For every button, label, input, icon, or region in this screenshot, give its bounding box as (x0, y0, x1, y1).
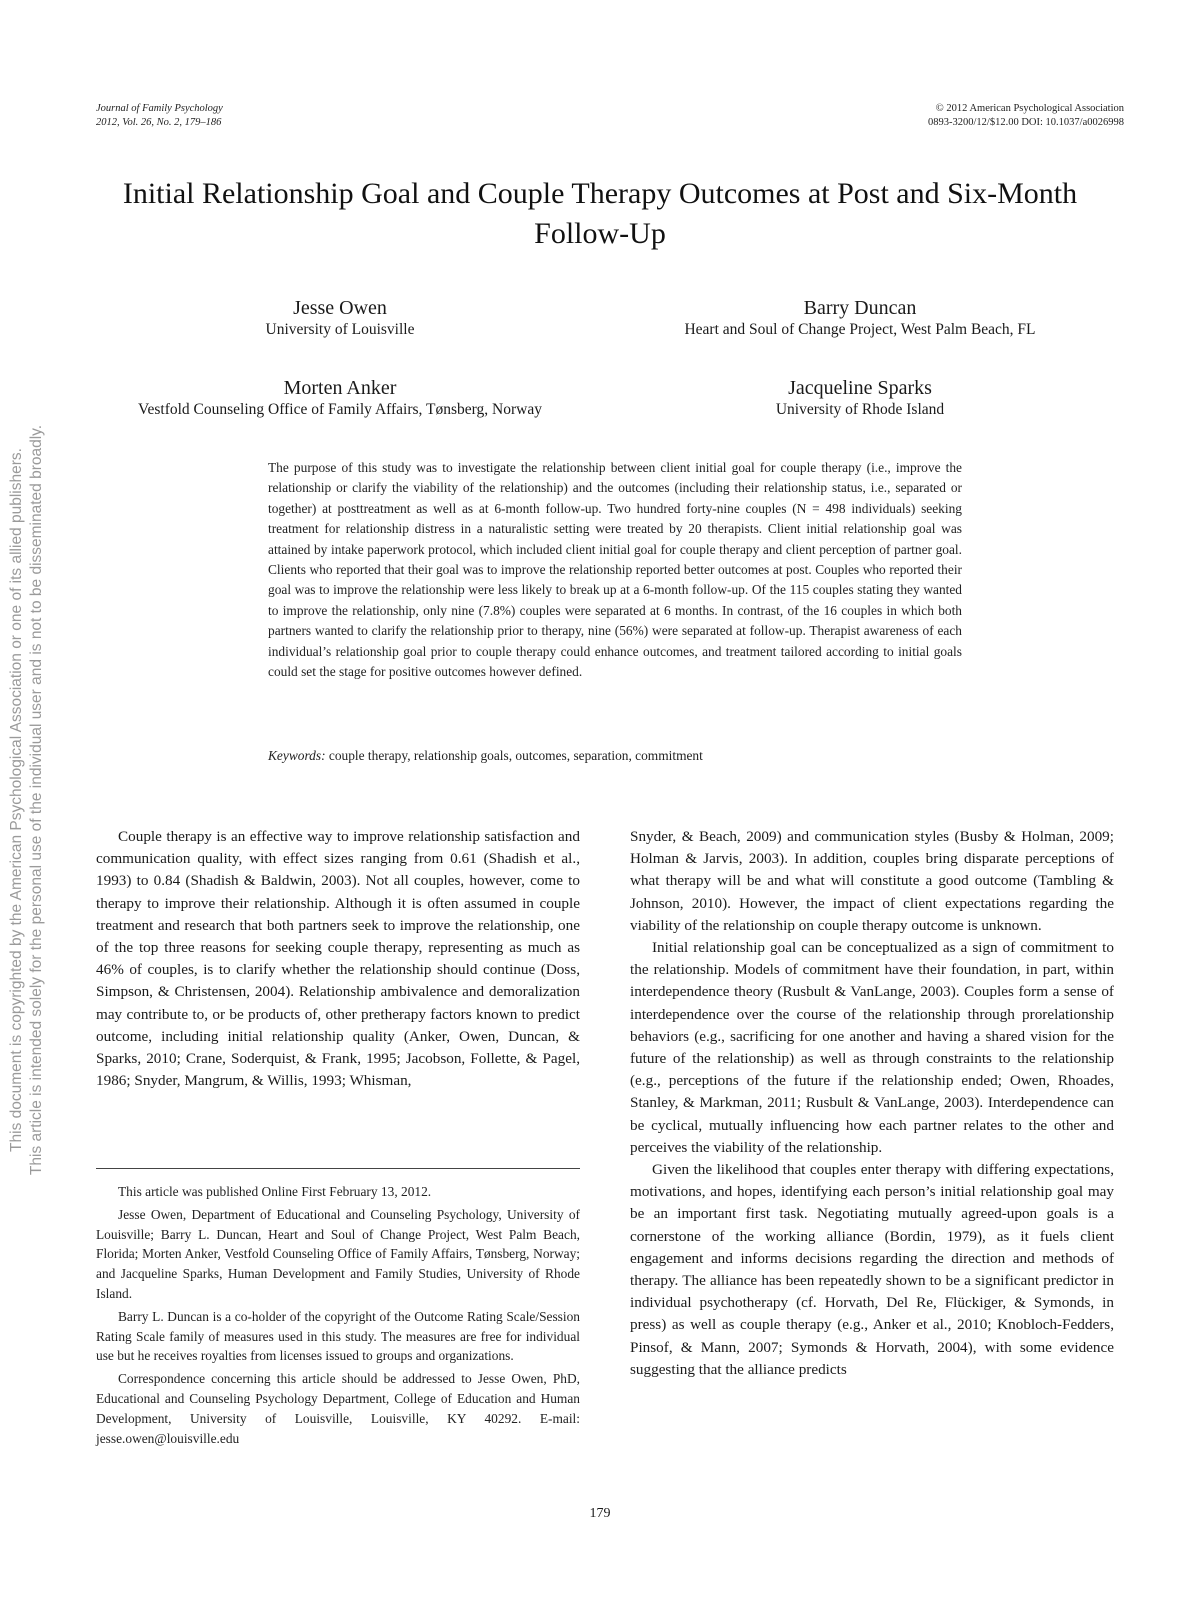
footnotes (96, 1182, 580, 1451)
copyright-line: © 2012 American Psychological Association (935, 103, 1124, 114)
footnote: Jesse Owen, Department of Educational and Counseling Psychology, University of Louisville; Barry L. Duncan, Heart and Soul of Change Project, West Palm Beach, Florida; Morten Anker, Vestfold Counseling Office of Family Affairs, Tønsberg, Norway; and Jacqueline Sparks, Human Development and Family Studies, University of Rhode Island. (96, 1206, 580, 1301)
author-name: Morten Anker (283, 377, 397, 399)
footnote: Correspondence concerning this article should be addressed to Jesse Owen, PhD, Educational and Counseling Psychology Department, College of Education and Human Development, University of Louisville, Louisville, KY 40292. E-mail: jesse.owen@louisville.edu (96, 1371, 580, 1446)
author-name: Barry Duncan (803, 297, 917, 319)
journal-name: Journal of Family Psychology (96, 103, 223, 114)
author-block (620, 296, 1100, 340)
article-title: Initial Relationship Goal and Couple Therapy Outcomes at Post and Six-Month Follow-Up (122, 177, 1078, 250)
footnote: This article was published Online First February 13, 2012. (118, 1184, 432, 1199)
author-block (700, 376, 1020, 420)
journal-header (96, 102, 223, 130)
body-paragraph: Given the likelihood that couples enter therapy with differing expectations, motivations, and hopes, identifying each person’s initial relationship goal may be an important first task. Negotiating mutually agreed-upon goals is a cornerstone of the working alliance (Bordin, 1979), as it fuels client engagement and informs decisions regarding the direction and methods of therapy. The alliance has been repeatedly shown to be a significant predictor in individual psychotherapy (cf. Horvath, Del Re, Flückiger, & Symonds, in press) as well as couple therapy (e.g., Anker et al., 2010; Knobloch-Fedders, Pinsof, & Mann, 2007; Symonds & Horvath, 2004), with some evidence suggesting that the alliance predicts (630, 1161, 1114, 1378)
author-affiliation: University of Louisville (265, 321, 415, 338)
author-affiliation: Heart and Soul of Change Project, West Palm Beach, FL (684, 321, 1036, 338)
body-paragraph: Couple therapy is an effective way to improve relationship satisfaction and communication quality, with effect sizes ranging from 0.61 (Shadish et al., 1993) to 0.84 (Shadish & Baldwin, 2003). Not all couples, however, come to therapy to improve their relationship. Although it is often assumed in couple treatment and research that both partners seek to improve the relationship, one of the top three reasons for seeking couple therapy, representing as much as 46% of couples, is to clarify whether the relationship should continue (Doss, Simpson, & Christensen, 2004). Relationship ambivalence and demoralization may contribute to, or be products of, other pretherapy factors known to predict outcome, including initial relationship quality (Anker, Owen, Duncan, & Sparks, 2010; Crane, Soderquist, & Frank, 1995; Jacobson, Follette, & Pagel, 1986; Snyder, Mangrum, & Willis, 1993; Whisman, (96, 828, 580, 1090)
body-column-left (96, 826, 580, 1092)
author-affiliation: University of Rhode Island (775, 401, 945, 418)
author-affiliation: Vestfold Counseling Office of Family Affairs, Tønsberg, Norway (138, 401, 542, 418)
keywords-label: Keywords: (268, 748, 326, 763)
page-number: 179 (589, 1506, 611, 1521)
doi-line: 0893-3200/12/$12.00 DOI: 10.1037/a0026998 (928, 117, 1124, 128)
keywords (268, 746, 962, 766)
footnote: Barry L. Duncan is a co-holder of the copyright of the Outcome Rating Scale/Session Rating Scale family of measures used in this study. The measures are free for individual use but he receives royalties from licenses issued to groups and organizations. (96, 1308, 580, 1364)
copyright-header (928, 102, 1124, 130)
author-name: Jacqueline Sparks (788, 377, 932, 399)
sidebar-line-1: This document is copyrighted by the American Psychological Association or one of its allied publishers. (8, 448, 25, 1152)
body-column-right (630, 826, 1114, 1381)
body-paragraph: Initial relationship goal can be conceptualized as a sign of commitment to the relationship. Models of commitment have their foundation, in part, within interdependence theory (Rusbult & VanLange, 2003). Couples form a sense of interdependence over the course of the relationship through prorelationship behaviors (e.g., sacrificing for one another and having a shared vision for the future of the relationship) as well as through constraints to the relationship (e.g., perceptions of the future if the relationship ended; Owen, Rhoades, Stanley, & Markman, 2011; Rusbult & VanLange, 2003). Interdependence can be cyclical, mutually influencing how each partner relates to the other and perceives the viability of the relationship. (630, 939, 1114, 1156)
abstract: The purpose of this study was to investigate the relationship between client initial goal for couple therapy (i.e., improve the relationship or clarify the viability of the relationship) and the outcomes (including their relationship status, i.e., separated or together) at posttreatment as well as at 6-month follow-up. Two hundred forty-nine couples (N = 498 individuals) seeking treatment for relationship distress in a naturalistic setting were treated by 20 therapists. Client initial relationship goal was attained by intake paperwork protocol, which included client initial goal for couple therapy and client perception of partner goal. Clients who reported that their goal was to improve the relationship reported better outcomes at post. Couples who reported their goal was to improve the relationship were less likely to break up at a 6-month follow-up. Of the 115 couples stating they wanted to improve the relationship, only nine (7.8%) couples were separated at 6 months. In contrast, of the 16 couples in which both partners wanted to clarify the relationship prior to therapy, nine (56%) were separated at follow-up. Therapist awareness of each individual’s relationship goal prior to couple therapy could enhance outcomes, and treatment tailored according to initial goals could set the stage for positive outcomes however defined. (268, 460, 962, 680)
body-paragraph: Snyder, & Beach, 2009) and communication styles (Busby & Holman, 2009; Holman & Jarvis, 2003). In addition, couples bring disparate perceptions of what therapy will be and what will constitute a good outcome (Tambling & Johnson, 2010). However, the impact of client expectations regarding the viability of the relationship on couple therapy outcome is unknown. (630, 828, 1114, 934)
copyright-sidebar (7, 275, 47, 1325)
footnote-divider (96, 1168, 580, 1169)
keywords-text: couple therapy, relationship goals, outcomes, separation, commitment (325, 748, 703, 763)
sidebar-line-2: This article is intended solely for the personal use of the individual user and is not to be disseminated broadly. (28, 424, 45, 1176)
author-name: Jesse Owen (293, 297, 387, 319)
journal-volume: 2012, Vol. 26, No. 2, 179–186 (96, 117, 222, 128)
author-block (120, 376, 560, 420)
author-block (190, 296, 490, 340)
